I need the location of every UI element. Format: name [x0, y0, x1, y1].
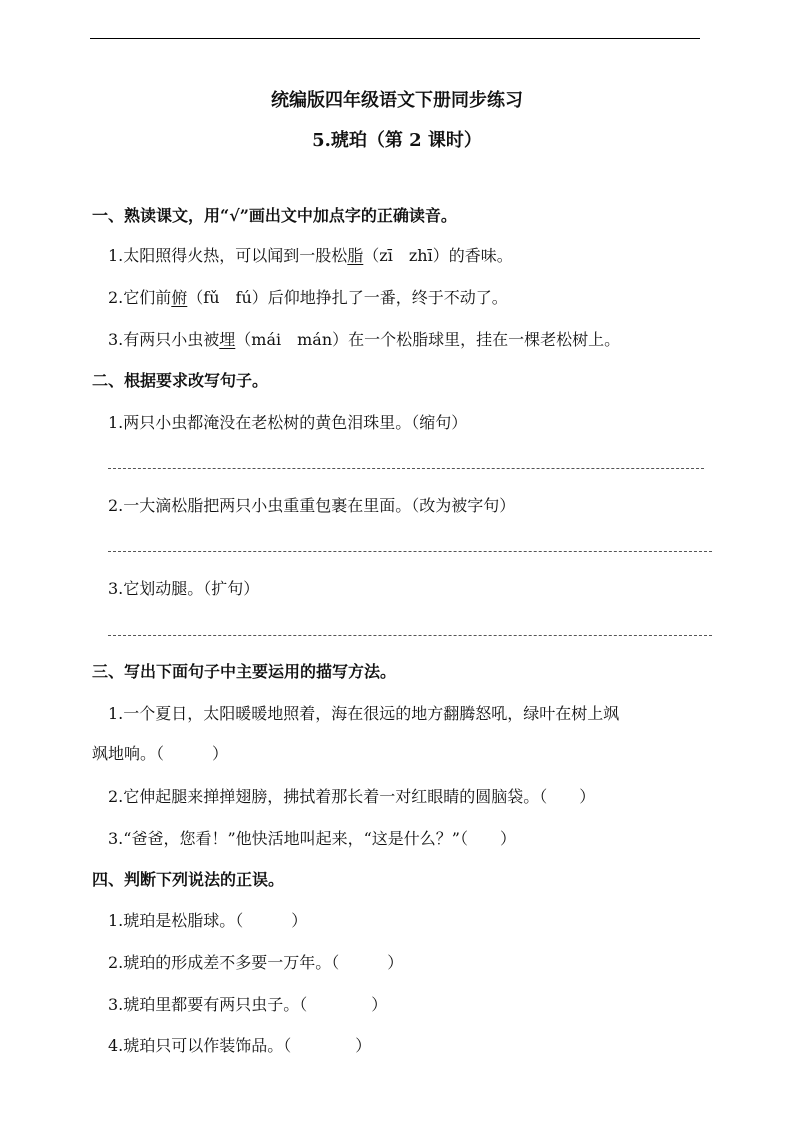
section-3-heading: 三、写出下面句子中主要运用的描写方法。 [92, 662, 397, 681]
s4-question-4: 4.琥珀只可以作装饰品。（ ） [108, 1036, 372, 1055]
section-1-heading: 一、熟读课文，用“√”画出文中加点字的正确读音。 [92, 206, 457, 225]
s1-question-2 [108, 285, 508, 308]
s2-answer-line-2[interactable] [108, 551, 712, 552]
s1-q1-text-before: 1.太阳照得火热，可以闻到一股松 [108, 246, 348, 265]
s4-question-3: 3.琥珀里都要有两只虫子。（ ） [108, 995, 388, 1014]
s1-q3-text-after: （mái mán）在一个松脂球里，挂在一棵老松树上。 [235, 330, 621, 349]
section-2-heading: 二、根据要求改写句子。 [92, 371, 269, 390]
s1-q2-text-before: 2.它们前 [108, 288, 172, 307]
page-title: 统编版四年级语文下册同步练习 [271, 90, 523, 111]
s1-q3-dotted-char: 埋 [219, 330, 236, 349]
s4-question-1: 1.琥珀是松脂球。（ ） [108, 911, 308, 930]
s1-q2-dotted-char: 俯 [171, 288, 188, 307]
s3-question-1-line-1: 1.一个夏日，太阳暖暖地照着，海在很远的地方翻腾怒吼，绿叶在树上飒 [108, 704, 620, 723]
s1-q2-text-after: （fǔ fú）后仰地挣扎了一番，终于不动了。 [187, 288, 508, 307]
s4-question-2: 2.琥珀的形成差不多要一万年。（ ） [108, 953, 404, 972]
s2-question-3: 3.它划动腿。（扩句） [108, 579, 260, 598]
s2-answer-line-3[interactable] [108, 635, 712, 636]
s1-question-3 [108, 327, 620, 350]
header-rule [90, 38, 700, 39]
s2-answer-line-1[interactable] [108, 468, 704, 469]
section-4-heading: 四、判断下列说法的正误。 [92, 870, 285, 889]
s1-q3-text-before: 3.有两只小虫被 [108, 330, 220, 349]
s3-question-2: 2.它伸起腿来掸掸翅膀，拂拭着那长着一对红眼睛的圆脑袋。（ ） [108, 787, 596, 806]
s2-question-1: 1.两只小虫都淹没在老松树的黄色泪珠里。（缩句） [108, 413, 468, 432]
s2-question-2: 2.一大滴松脂把两只小虫重重包裹在里面。（改为被字句） [108, 496, 516, 515]
s3-question-1-line-2: 飒地响。（ ） [92, 744, 229, 763]
s1-q1-text-after: （zī zhī）的香味。 [363, 246, 513, 265]
s1-q1-dotted-char: 脂 [347, 246, 364, 265]
s1-question-1 [108, 243, 513, 266]
s3-question-3: 3.“爸爸，您看！”他快活地叫起来，“这是什么？”（ ） [108, 829, 516, 848]
lesson-subtitle: 5.琥珀（第 2 课时） [312, 130, 482, 151]
